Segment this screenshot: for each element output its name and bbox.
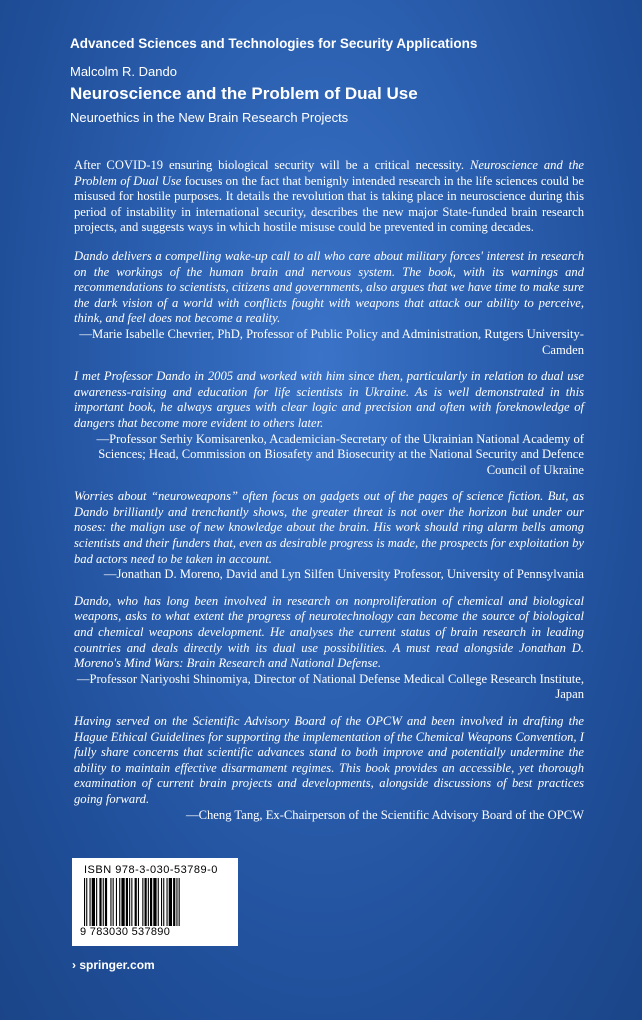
barcode-bar [150,878,152,926]
barcode-bar [116,878,117,926]
barcode-bar [148,878,149,926]
quote-attribution: —Jonathan D. Moreno, David and Lyn Silfen University Professor, University of Pennsylvania [103,567,584,582]
barcode-bar [163,878,164,926]
springer-link[interactable]: › springer.com [72,958,155,972]
author-name: Malcolm R. Dando [70,64,177,79]
barcode-bar [96,878,97,926]
isbn-barcode [72,858,238,946]
quote-attribution: —Marie Isabelle Chevrier, PhD, Professor of Public Policy and Administration, Rutgers University-Camden [79,326,584,357]
book-title: Neuroscience and the Problem of Dual Use [70,84,418,103]
barcode-bar [167,878,168,926]
barcode-bar [90,878,91,926]
endorsement-quote [74,594,584,703]
barcode-bar [121,878,124,926]
back-cover-content [74,158,584,834]
barcode-bar [99,878,101,926]
barcode-bar [131,878,132,926]
quote-text: I met Professor Dando in 2005 and worked with him since then, particularly in relation to dual use awareness-raising and education for life scientists in Ukraine. As is well demonstrated in this important book, he always argues with clear logic and precision and often with foreknowledge of dangers that become more evident to others later. [74,369,584,430]
endorsement-quote [74,714,584,823]
barcode-bar [138,878,139,926]
endorsement-quote [74,249,584,358]
book-description [74,158,584,236]
quote-attribution: —Professor Nariyoshi Shinomiya, Director of National Defense Medical College Research Institute, Japan [76,671,584,702]
barcode-bar [161,878,162,926]
barcode-bar [179,878,180,926]
quote-attribution: —Professor Serhiy Komisarenko, Academician-Secretary of the Ukrainian National Academy of Sciences; Head, Commission on Biosafety and Biosecurity at the National Security and Defence Council of Ukraine [96,431,584,477]
endorsement-quote [74,489,584,583]
isbn-label: ISBN 978-3-030-53789-0 [84,864,218,876]
description-book-title: Neuroscience and the Problem of Dual Use [74,158,584,188]
description-part-1: After COVID-19 ensuring biological security will be a critical necessity. [74,158,470,172]
book-subtitle: Neuroethics in the New Brain Research Projects [70,110,349,125]
quote-text: Worries about “neuroweapons” often focus on gadgets out of the pages of science fiction. But, as Dando brilliantly and trenchantly shows, the greater threat is not over the horizon but under our noses: the malign use of new knowledge about the brain. His work should ring alarm bells among scientists and their funders that, even as desirable progress is made, the prospects for exploitation by bad actors need to be taken in account. [74,489,584,566]
quote-text: Dando delivers a compelling wake-up call to all who care about military forces' interest in research on the workings of the human brain and nervous system. The book, with its warnings and recommendations to scientists, citizens and governments, also argues that we have time to make sure the dark vision of a world with conflicts fought with weapons that attack our ability to perceive, think, and feel does not become a reality. [74,248,584,326]
barcode-bar [173,878,175,926]
barcode-bar [103,878,104,926]
barcode-bar [153,878,156,926]
barcode-digits: 9 783030 537890 [80,926,171,938]
barcode-bar [169,878,172,926]
quote-text: Having served on the Scientific Advisory Board of the OPCW and been involved in drafting the Hague Ethical Guidelines for supporting the implementation of the Chemical Weapons Convention, I fully share concerns that scientific advances stand to both improve and potentially undermine the ability to maintain effective disarmament regimes. This book provides an accessible, yet thorough examination of current brain projects and developments, alongside discussions of best practices going forward. [74,714,584,806]
barcode-bar [126,878,128,926]
barcode-bar [145,878,147,926]
quote-attribution: —Cheng Tang, Ex-Chairperson of the Scientific Advisory Board of the OPCW [186,807,584,822]
barcode-bar [110,878,111,926]
barcode-bar [86,878,87,926]
quote-text: Dando, who has long been involved in research on nonproliferation of chemical and biological weapons, asks to what extent the progress of neurotechnology can become the source of biological and chemical weapons development. He analyses the current status of brain research in leading countries and deals directly with its dual use possibilities. A must read alongside Jonathan D. Moreno's Mind Wars: Brain Research and National Defense. [74,593,584,671]
barcode-bar [113,878,114,926]
series-title: Advanced Sciences and Technologies for Security Applications [70,36,478,51]
barcode-bar [176,878,177,926]
barcode-bar [105,878,107,926]
barcode-bars [84,878,226,926]
barcode-bar [135,878,137,926]
description-part-2: focuses on the fact that benignly intended research in the life sciences could be misused for hostile purposes. It details the revolution that is taking place in neuroscience during this period of instability in international security, describes the new major State-funded brain research projects, and suggests ways in which hostile misuse could be prevented in coming decades. [74,173,585,235]
barcode-bar [119,878,120,926]
barcode-bar [92,878,95,926]
endorsement-quote [74,369,584,478]
barcode-bar [158,878,159,926]
barcode-bar [142,878,143,926]
barcode-bar [129,878,130,926]
barcode-bar [84,878,85,926]
